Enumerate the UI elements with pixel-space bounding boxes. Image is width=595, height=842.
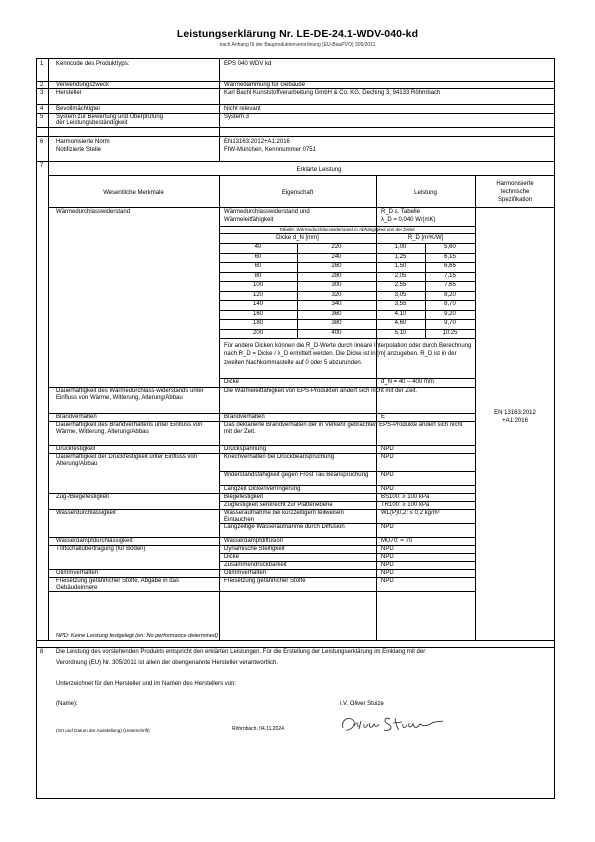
column-header-characteristic: Wesentliche Merkmale: [103, 190, 164, 196]
table-cell: 200: [252, 329, 263, 336]
row-label: Kenncode des Produkttyps:: [56, 61, 130, 67]
grid-line: [219, 253, 475, 254]
characteristic-cell: Glimmverhalten: [56, 570, 99, 576]
row-number: 5: [40, 114, 44, 120]
performance-cell: NPD: [381, 546, 394, 552]
performance-cell: NPD: [381, 486, 394, 492]
property-cell: Druckspannung: [224, 446, 267, 452]
thickness-label: Dicke: [224, 379, 240, 385]
property-cell: Zugfestigkeit senkrecht zur Plattenebene: [224, 502, 333, 508]
column-header-spec: Harmonisierte: [496, 181, 534, 187]
row-value: Wärmedämmung für Gebäude: [224, 82, 306, 88]
grid-line: [219, 300, 475, 301]
property-cell: Dynamische Steifigkeit: [224, 546, 285, 552]
table-cell: 7,65: [444, 282, 456, 289]
performance-value: R_D s. Tabelle: [381, 209, 420, 215]
table-cell: 4,10: [394, 310, 407, 317]
performance-cell: WL(P)0,2: ≤ 0,2 kg/m²: [381, 510, 440, 516]
row-label: Verwendungszweck: [56, 82, 110, 88]
performance-cell: E: [381, 414, 386, 420]
performance-cell: TR100: ≥ 100 kPa: [381, 502, 430, 508]
interpolation-note: Für andere Dicken können die R_D-Werte durch lineare Interpolation oder durch Berechnung nach R_D = Dicke / λ_D ermittelt werden. Die Dicke ist in [m] anzugeben. R_D ist in der zweiten Nachkommastelle auf 0 oder 5 abzurunden.: [224, 343, 472, 366]
performance-cell: NPD: [381, 578, 394, 584]
table-cell: 8,70: [444, 301, 456, 308]
table-cell: 40: [254, 244, 262, 251]
row-value: Karl Bachl Kunststoffverarbeitung GmbH & Co. KG, Deching 3, 94133 Röhrnbach: [224, 90, 441, 96]
place-date-value: Röhrnbach, 04.11.2024: [232, 726, 284, 732]
npd-note: NPD: Keine Leistung festgelegt (en: No performance determined): [56, 633, 218, 639]
characteristic-cell: Dauerhaftigkeit des Brandverhaltens unter Einfluss von Wärme, Witterung, Alterung/Abbau: [56, 422, 203, 436]
characteristic-cell: Dauerhaftigkeit der Druckfestigkeit unter Einfluss von Alterung/Abbau: [56, 454, 198, 468]
table-cell: 260: [331, 263, 342, 270]
grid-line: [36, 161, 555, 162]
characteristic-cell: Druckfestigkeit: [56, 446, 96, 452]
performance-cell: NPD: [381, 524, 394, 530]
characteristic-cell: Brandverhalten: [56, 414, 97, 420]
table-cell: 1,50: [394, 263, 407, 270]
table-cell: 10,25: [442, 329, 458, 336]
performance-cell: NPD: [381, 454, 394, 460]
grid-line: [48, 175, 555, 176]
performance-cell: NPD: [381, 562, 394, 568]
property-cell: Kriechverhalten bei Druckbeanspruchung: [224, 454, 335, 460]
column-header-spec: technische: [500, 189, 530, 195]
table-cell: 2,05: [394, 272, 407, 279]
grid-line: [219, 291, 475, 292]
property-cell: Glimmverhalten: [224, 570, 267, 576]
table-cell: 220: [331, 244, 342, 251]
row-label-continued: der Leistungsbeständigkeit: [56, 120, 128, 126]
thickness-column-header: Dicke d_N [mm]: [276, 235, 319, 241]
table-cell: 400: [331, 329, 342, 336]
handwritten-signature: [340, 712, 445, 736]
characteristic-label: Wärmedurchlasswiderstand: [56, 209, 131, 215]
table-cell: 6,65: [444, 263, 456, 270]
table-cell: 280: [331, 272, 342, 279]
property-cell: Dicke: [224, 554, 240, 560]
conformity-statement-continued: Verordnung (EU) Nr. 305/2011 ist allein der obengenannte Hersteller verantwortlich.: [56, 660, 279, 666]
table-cell: 5,10: [394, 329, 407, 336]
r-column-header: R_D [m²K/W]: [407, 235, 444, 241]
grid-line: [48, 207, 555, 208]
grid-line: [475, 175, 476, 640]
grid-line: [219, 262, 475, 263]
table-cell: 160: [252, 310, 263, 317]
table-cell: 180: [252, 320, 263, 327]
performance-cell: BS100: ≥ 100 kPa: [381, 494, 430, 500]
property-cell: Wasserdampfdiffusion: [224, 538, 284, 544]
table-cell: 1,25: [394, 253, 407, 260]
row-number: 1: [40, 61, 44, 67]
characteristic-cell: Wasserdurchlässigkeit: [56, 510, 116, 516]
property-label: Wärmeleitfähigkeit: [224, 217, 274, 223]
name-label: (Name):: [56, 701, 78, 707]
table-cell: 3,55: [394, 301, 407, 308]
characteristic-cell: Wasserdampfdurchlässigkeit: [56, 538, 133, 544]
table-cell: 8,20: [444, 291, 456, 298]
grid-line: [219, 319, 475, 320]
column-header-property: Eigenschaft: [281, 190, 314, 196]
table-cell: 380: [331, 320, 342, 327]
property-cell: Langzeit Dickenverringerung: [224, 486, 301, 492]
table-cell: 5,60: [444, 244, 456, 251]
spec-value: EN 13163:2012: [494, 410, 536, 416]
row-number: 6: [40, 139, 44, 145]
row-label: Hersteller: [56, 90, 82, 96]
signed-for-label: Unterzeichnet für den Hersteller und im Namen des Herstellers von:: [56, 681, 237, 687]
row-value: Nicht relevant: [224, 106, 261, 112]
table-cell: 80: [254, 272, 262, 279]
grid-line: [48, 58, 49, 640]
table-cell: 360: [331, 310, 342, 317]
table-cell: 60: [254, 263, 262, 270]
table-cell: 6,15: [444, 253, 456, 260]
conformity-statement: Die Leistung des vorstehenden Produkts entspricht den erklärten Leistungen. Für die Erstellung der Leistungserklärung im Einklang mit der: [56, 649, 426, 655]
grid-line: [219, 378, 475, 379]
characteristic-cell: Freisetzung gefährlicher Stoffe, Abgabe in das Gebäudeinnere: [56, 578, 179, 592]
grid-line: [219, 281, 475, 282]
document-subtitle: nach Anhang III der Bauproduktenverordnung (EU-BauPVO) 305/2011: [219, 42, 376, 48]
row-number: 4: [40, 106, 44, 112]
row-number: 7: [40, 163, 44, 169]
row-value: System 3: [224, 114, 250, 120]
grid-line: [48, 591, 475, 592]
table-cell: 9,70: [444, 320, 456, 327]
table-cell: 120: [252, 291, 263, 298]
spec-value: +A1:2016: [502, 418, 528, 424]
performance-cell: NPD: [381, 472, 394, 478]
table-cell: 2,55: [394, 282, 407, 289]
table-cell: 7,15: [444, 272, 456, 279]
property-cell: Widerstandsfähigkeit gegen Frost Tau Beanspruchung: [224, 472, 369, 478]
property-cell: Freisetzung gefährlicher Stoffe: [224, 578, 306, 584]
performance-cell: NPD: [381, 446, 394, 452]
performance-value: λ_D = 0,040 W/(mK): [381, 217, 436, 223]
grid-line: [219, 338, 475, 339]
property-cell: Das deklarierte Brandverhalten der in Verkehr gebrachten EPS-Produkte ändert sich nicht mit der Zeit.: [224, 422, 463, 436]
property-cell: Zusammendrückbarkeit: [224, 562, 287, 568]
table-cell: 320: [331, 291, 342, 298]
property-cell: Langzeitige Wasseraufnahme durch Diffusion: [224, 524, 345, 530]
name-value: i.V. Oliver Stuize: [340, 701, 384, 707]
row-label: Bevollmächtigter: [56, 106, 101, 112]
row-number: 2: [40, 82, 44, 88]
characteristic-cell: Zug-/Biegefestigkeit: [56, 494, 110, 500]
row-value: EPS 040 WDV kd: [224, 61, 272, 67]
grid-line: [219, 310, 475, 311]
table-cell: 3,05: [394, 291, 407, 298]
property-cell: Wasseraufnahme bei kurzzeitigem teilweisen Eintauchen: [224, 510, 344, 524]
property-cell: Brandverhalten: [224, 414, 265, 420]
performance-cell: NPD: [381, 570, 394, 576]
table-cell: 140: [252, 301, 263, 308]
row-label: Harmonisierte Norm: [56, 139, 110, 145]
grid-line: [219, 272, 475, 273]
grid-line: [219, 233, 475, 234]
property-cell: Biegefestigkeit: [224, 494, 264, 500]
thickness-value: d_N = 40 – 400 mm: [381, 379, 434, 385]
table-cell: 240: [331, 253, 342, 260]
grid-line: [219, 329, 475, 330]
column-header-spec: Spezifikation: [497, 197, 533, 203]
grid-line: [36, 136, 555, 137]
performance-cell: MU70: = 70: [381, 538, 413, 544]
row-label-continued: Notifizierte Stelle: [56, 147, 102, 153]
table-cell: 340: [331, 301, 342, 308]
characteristic-cell: Dauerhaftigkeit des Wärmedurchlass-widerstands unter Einfluss von Wärme, Witterung, Alterung/Abbau: [56, 388, 204, 402]
row-value: EN13163:2012+A1:2016: [224, 139, 290, 145]
row-value-continued: FIW-München, Kennnummer 0751: [224, 147, 316, 153]
row-number: 3: [40, 90, 44, 96]
row-label: System zur Bewertung und Überprüfung: [56, 114, 164, 120]
table-cell: 100: [252, 282, 263, 289]
performance-cell: NPD: [381, 554, 394, 560]
table-caption: Tabelle: Wärmedurchlasswiderstand in Abhängigkeit von der Dicke: [279, 227, 415, 232]
section-heading: Erklärte Leistung: [296, 167, 342, 173]
property-cell: Die Wärmeleitfähigkeit von EPS-Produkten ändert sich nicht mit der Zeit.: [224, 388, 418, 394]
grid-line: [36, 104, 555, 105]
table-cell: 60: [254, 253, 262, 260]
document-title: Leistungserklärung Nr. LE-DE-24.1-WDV-040-kd: [176, 28, 419, 40]
property-label: Wärmedurchlasswiderstand und: [224, 209, 310, 215]
grid-line: [219, 58, 220, 162]
table-cell: 300: [331, 282, 342, 289]
grid-line: [36, 647, 555, 648]
table-cell: 9,20: [444, 310, 456, 317]
place-date-label: (Ort und Datum der Ausstellung) (Unterschrift): [56, 728, 150, 733]
characteristic-cell: Trittschallübertragung (für Böden): [56, 546, 146, 552]
row-number: 8: [40, 649, 44, 655]
column-header-performance: Leistung: [414, 190, 437, 196]
table-cell: 4,60: [394, 320, 407, 327]
table-cell: 1,00: [394, 244, 407, 251]
